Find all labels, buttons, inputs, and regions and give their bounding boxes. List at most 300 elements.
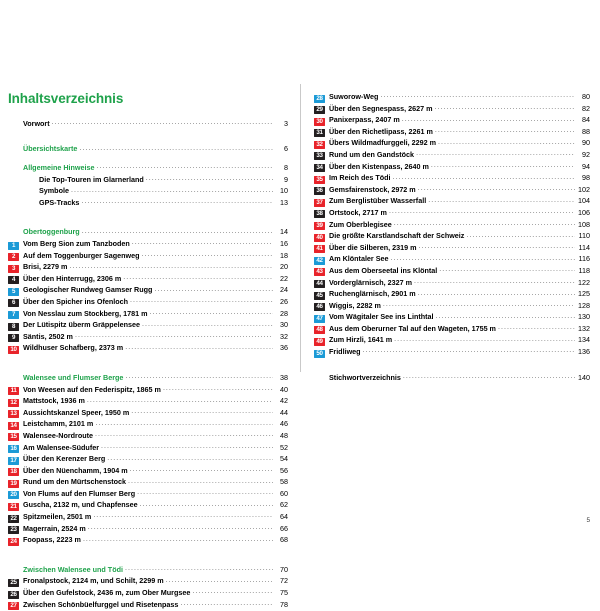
toc-entry-page: 84 xyxy=(582,115,590,125)
dot-leader xyxy=(131,407,273,418)
tour-number-badge: 47 xyxy=(314,315,325,323)
tour-number-badge: 50 xyxy=(314,350,325,358)
toc-entry-label: GPS-Tracks xyxy=(39,197,80,207)
tour-number-badge: 49 xyxy=(314,338,325,346)
toc-tour-entry[interactable] xyxy=(314,312,590,324)
toc-entry-page: 42 xyxy=(280,396,288,406)
toc-entry-label: Von Flums auf den Flumser Berg xyxy=(23,488,136,498)
tour-number-badge: 42 xyxy=(314,257,325,265)
toc-entry-page: 40 xyxy=(280,384,288,394)
toc-entry-label: Spitzmeilen, 2501 m xyxy=(23,512,92,522)
toc-entry-label: Vorwort xyxy=(23,118,50,128)
tour-number-badge: 29 xyxy=(314,106,325,114)
toc-tour-entry[interactable] xyxy=(8,332,288,344)
toc-entry-page: 106 xyxy=(578,207,590,217)
toc-entry-page: 118 xyxy=(578,265,590,275)
toc-entry-page: 62 xyxy=(280,500,288,510)
toc-entry-label: Fronalpstock, 2124 m, und Schilt, 2299 m xyxy=(23,576,164,586)
dot-leader xyxy=(125,564,273,575)
toc-entry-page: 116 xyxy=(578,254,590,264)
toc-tour-entry[interactable] xyxy=(8,239,288,251)
dot-leader xyxy=(79,144,273,155)
tour-number-badge: 10 xyxy=(8,346,19,354)
toc-tour-entry[interactable] xyxy=(8,385,288,397)
toc-entry-label: Am Walensee-Südufer xyxy=(23,442,100,452)
toc-entry-page: 130 xyxy=(578,312,590,322)
toc-entry-page: 8 xyxy=(284,163,288,173)
toc-entry-page: 54 xyxy=(280,454,288,464)
tour-number-badge: 38 xyxy=(314,210,325,218)
dot-leader xyxy=(140,500,273,511)
toc-entry-page: 70 xyxy=(280,564,288,574)
toc-entry-label: Säntis, 2502 m xyxy=(23,331,73,341)
toc-entry-page: 46 xyxy=(280,419,288,429)
right-column-body xyxy=(314,92,590,384)
tour-number-badge: 32 xyxy=(314,141,325,149)
tour-number-badge: 21 xyxy=(8,503,19,511)
toc-entry-page: 80 xyxy=(582,92,590,101)
tour-number-badge: 46 xyxy=(314,303,325,311)
toc-entry-page: 66 xyxy=(280,523,288,533)
dot-leader xyxy=(434,103,575,114)
dot-leader xyxy=(97,162,274,173)
dot-leader xyxy=(141,250,273,261)
toc-entry-label: Über den Nüenchamm, 1904 m xyxy=(23,465,128,475)
tour-number-badge: 20 xyxy=(8,491,19,499)
tour-number-badge: 15 xyxy=(8,433,19,441)
toc-tour-entry[interactable] xyxy=(8,489,288,501)
toc-entry-label: Walensee und Flumser Berge xyxy=(23,372,124,382)
tour-number-badge: 31 xyxy=(314,129,325,137)
tour-number-badge: 6 xyxy=(8,299,19,307)
toc-entry-label: Walensee-Nordroute xyxy=(23,430,94,440)
toc-entry-page: 136 xyxy=(578,347,590,357)
spacer xyxy=(8,130,288,144)
toc-entry-page: 10 xyxy=(280,186,288,196)
tour-number-badge: 23 xyxy=(8,526,19,534)
toc-tour-entry[interactable] xyxy=(314,162,590,174)
dot-leader xyxy=(393,173,575,184)
tour-number-badge: 13 xyxy=(8,410,19,418)
tour-number-badge: 41 xyxy=(314,245,325,253)
toc-tour-entry[interactable] xyxy=(314,104,590,116)
toc-entry-page: 28 xyxy=(280,308,288,318)
toc-entry-page: 140 xyxy=(578,372,590,382)
dot-leader xyxy=(101,442,273,453)
dot-leader xyxy=(383,300,575,311)
toc-tour-entry[interactable] xyxy=(8,309,288,321)
toc-tour-entry[interactable] xyxy=(8,535,288,547)
dot-leader xyxy=(81,197,273,208)
toc-entry-page: 20 xyxy=(280,262,288,272)
toc-entry-label: Die Top-Touren im Glarnerland xyxy=(39,174,144,184)
toc-entry-page: 38 xyxy=(280,372,288,382)
dot-leader xyxy=(128,477,273,488)
toc-entry-label: Rund um den Mürtschenstock xyxy=(23,477,127,487)
toc-tour-entry[interactable] xyxy=(314,150,590,162)
toc-entry-page: 94 xyxy=(582,161,590,171)
spacer xyxy=(8,547,288,565)
dot-leader xyxy=(389,207,575,218)
toc-tour-entry[interactable] xyxy=(314,243,590,255)
toc-entry-label: Foopass, 2223 m xyxy=(23,535,81,545)
toc-entry-label: Zum Oberblegisee xyxy=(329,219,392,229)
toc-entry-sub[interactable] xyxy=(8,175,288,187)
toc-entry-page: 44 xyxy=(280,407,288,417)
toc-entry-label: Von Weesen auf den Federispitz, 1865 m xyxy=(23,384,161,394)
tour-number-badge: 43 xyxy=(314,268,325,276)
toc-entry-label: Über den Gufelstock, 2436 m, zum Ober Murgsee xyxy=(23,588,191,598)
dot-leader xyxy=(88,523,273,534)
toc-tour-entry[interactable] xyxy=(314,208,590,220)
toc-tour-entry[interactable] xyxy=(8,576,288,588)
toc-entry-page: 92 xyxy=(582,149,590,159)
toc-tour-entry[interactable] xyxy=(8,500,288,512)
toc-entry-index[interactable] xyxy=(314,373,590,385)
toc-tour-entry[interactable] xyxy=(8,251,288,263)
toc-entry-page: 90 xyxy=(582,138,590,148)
toc-entry-page: 122 xyxy=(578,277,590,287)
folio-left: 4 xyxy=(8,517,12,524)
toc-entry-page: 98 xyxy=(582,173,590,183)
toc-tour-entry[interactable] xyxy=(314,185,590,197)
toc-tour-entry[interactable] xyxy=(8,408,288,420)
toc-entry-label: Von Nesslau zum Stockberg, 1781 m xyxy=(23,308,148,318)
toc-tour-entry[interactable] xyxy=(314,335,590,347)
toc-entry-page: 24 xyxy=(280,285,288,295)
toc-entry-label: Fridliweg xyxy=(329,347,361,357)
toc-entry-label: Gemsfairenstock, 2972 m xyxy=(329,184,416,194)
toc-tour-entry[interactable] xyxy=(314,324,590,336)
toc-entry-label: Ortstock, 2717 m xyxy=(329,207,387,217)
dot-leader xyxy=(380,91,575,102)
toc-tour-entry[interactable] xyxy=(314,278,590,290)
toc-entry-label: Aus dem Oberurner Tal auf den Wageten, 1755 m xyxy=(329,323,496,333)
toc-tour-entry[interactable] xyxy=(314,289,590,301)
toc-entry-label: Rund um den Gandstöck xyxy=(329,149,415,159)
dot-leader xyxy=(391,254,575,265)
tour-number-badge: 19 xyxy=(8,480,19,488)
dot-leader xyxy=(466,231,575,242)
toc-entry-page: 9 xyxy=(284,174,288,184)
toc-entry-page: 3 xyxy=(284,118,288,128)
toc-entry-page: 78 xyxy=(280,599,288,609)
toc-entry-label: Wiggis, 2282 m xyxy=(329,300,381,310)
toc-entry-label: Über den Hinterrugg, 2306 m xyxy=(23,273,122,283)
spacer xyxy=(8,355,288,373)
spacer xyxy=(8,209,288,227)
toc-tour-entry[interactable] xyxy=(314,196,590,208)
toc-entry-page: 14 xyxy=(280,227,288,237)
toc-entry-label: Zwischen Walensee und Tödi xyxy=(23,564,123,574)
toc-entry-label: Über den Kerenzer Berg xyxy=(23,454,106,464)
toc-entry-label: Suworow-Weg xyxy=(329,92,379,101)
tour-number-badge: 28 xyxy=(314,95,325,103)
toc-entry-label: Magerrain, 2524 m xyxy=(23,523,86,533)
toc-entry-label: Über den Kistenpass, 2640 m xyxy=(329,161,429,171)
toc-entry-label: Auf dem Toggenburger Sagenweg xyxy=(23,250,140,260)
toc-tour-entry[interactable] xyxy=(8,297,288,309)
toc-entry-label: Zum Hirzli, 1641 m xyxy=(329,335,393,345)
toc-section-heading[interactable] xyxy=(8,227,288,239)
toc-entry-page: 88 xyxy=(582,126,590,136)
dot-leader xyxy=(75,331,273,342)
toc-tour-entry[interactable] xyxy=(8,588,288,600)
toc-tour-entry[interactable] xyxy=(314,220,590,232)
toc-tour-entry[interactable] xyxy=(8,524,288,536)
dot-leader xyxy=(394,335,575,346)
dot-leader xyxy=(403,372,575,383)
dot-leader xyxy=(438,138,575,149)
right-column xyxy=(300,0,600,520)
toc-entry-page: 48 xyxy=(280,430,288,440)
toc-tour-entry[interactable] xyxy=(314,115,590,127)
toc-entry-page: 102 xyxy=(578,184,590,194)
toc-entry-label: Obertoggenburg xyxy=(23,227,80,237)
dot-leader xyxy=(154,285,273,296)
toc-entry-page: 125 xyxy=(578,289,590,299)
toc-entry-frontmatter[interactable] xyxy=(8,119,288,131)
tour-number-badge: 22 xyxy=(8,515,19,523)
dot-leader xyxy=(107,454,273,465)
toc-entry-label: Vorderglärnisch, 2327 m xyxy=(329,277,412,287)
toc-entry-label: Allgemeine Hinweise xyxy=(23,163,95,173)
dot-leader xyxy=(142,320,273,331)
toc-entry-label: Leistchamm, 2101 m xyxy=(23,419,94,429)
tour-number-badge: 26 xyxy=(8,591,19,599)
toc-tour-entry[interactable] xyxy=(314,138,590,150)
toc-entry-page: 32 xyxy=(280,331,288,341)
toc-entry-label: Am Klöntaler See xyxy=(329,254,389,264)
tour-number-badge: 12 xyxy=(8,399,19,407)
toc-entry-label: Guscha, 2132 m, und Chapfensee xyxy=(23,500,138,510)
toc-entry-label: Im Reich des Tödi xyxy=(329,173,391,183)
tour-number-badge: 34 xyxy=(314,164,325,172)
tour-number-badge: 45 xyxy=(314,292,325,300)
dot-leader xyxy=(82,227,273,238)
toc-entry-page: 134 xyxy=(578,335,590,345)
toc-entry-page: 52 xyxy=(280,442,288,452)
tour-number-badge: 16 xyxy=(8,445,19,453)
dot-leader xyxy=(130,296,273,307)
dot-leader xyxy=(71,186,273,197)
dot-leader xyxy=(130,465,273,476)
dot-leader xyxy=(192,587,273,598)
tour-number-badge: 48 xyxy=(314,326,325,334)
dot-leader xyxy=(52,118,273,129)
dot-leader xyxy=(87,396,273,407)
toc-tour-entry[interactable] xyxy=(314,254,590,266)
toc-entry-label: Zum Berglistüber Wasserfall xyxy=(329,196,427,206)
toc-tour-entry[interactable] xyxy=(8,600,288,611)
toc-entry-label: Über den Spicher ins Ofenloch xyxy=(23,296,129,306)
toc-section-heading[interactable] xyxy=(8,144,288,156)
toc-tour-entry[interactable] xyxy=(8,396,288,408)
toc-tour-entry[interactable] xyxy=(8,454,288,466)
toc-entry-page: 18 xyxy=(280,250,288,260)
toc-entry-page: 104 xyxy=(578,196,590,206)
toc-entry-page: 16 xyxy=(280,239,288,248)
dot-leader xyxy=(69,262,273,273)
toc-tour-entry[interactable] xyxy=(8,419,288,431)
toc-entry-label: Aus dem Oberseetal ins Klöntal xyxy=(329,265,438,275)
toc-entry-page: 72 xyxy=(280,576,288,586)
dot-leader xyxy=(431,161,575,172)
dot-leader xyxy=(95,419,273,430)
toc-entry-page: 114 xyxy=(578,242,590,252)
toc-tour-entry[interactable] xyxy=(314,347,590,359)
toc-entry-label: Stichwortverzeichnis xyxy=(329,372,401,382)
toc-entry-label: Übers Wildmadfurggeli, 2292 m xyxy=(329,138,436,148)
toc-entry-label: Zwischen Schönbüelfurggel und Risetenpass xyxy=(23,599,179,609)
dot-leader xyxy=(363,346,575,357)
toc-tour-entry[interactable] xyxy=(314,173,590,185)
toc-tour-entry[interactable] xyxy=(314,92,590,104)
toc-entry-label: Die größte Karstlandschaft der Schweiz xyxy=(329,231,465,241)
toc-entry-page: 60 xyxy=(280,488,288,498)
toc-entry-label: Aussichtskanzel Speer, 1950 m xyxy=(23,407,130,417)
dot-leader xyxy=(95,430,273,441)
toc-entry-label: Vom Wägitaler See ins Linthtal xyxy=(329,312,434,322)
toc-tour-entry[interactable] xyxy=(8,466,288,478)
tour-number-badge: 1 xyxy=(8,242,19,250)
dot-leader xyxy=(137,488,273,499)
toc-entry-label: Symbole xyxy=(39,186,69,196)
tour-number-badge: 44 xyxy=(314,280,325,288)
left-column-body xyxy=(8,119,288,611)
toc-entry-page: 13 xyxy=(280,197,288,207)
tour-number-badge: 33 xyxy=(314,152,325,160)
dot-leader xyxy=(166,576,273,587)
dot-leader xyxy=(416,149,575,160)
toc-entry-page: 22 xyxy=(280,273,288,283)
toc-tour-entry[interactable] xyxy=(8,512,288,524)
spacer xyxy=(314,359,590,373)
tour-number-badge: 8 xyxy=(8,323,19,331)
toc-entry-page: 132 xyxy=(578,323,590,333)
tour-number-badge: 18 xyxy=(8,468,19,476)
toc-entry-page: 82 xyxy=(582,103,590,113)
toc-entry-page: 68 xyxy=(280,535,288,545)
dot-leader xyxy=(402,115,575,126)
tour-number-badge: 5 xyxy=(8,288,19,296)
toc-entry-page: 36 xyxy=(280,343,288,353)
dot-leader xyxy=(83,535,273,546)
tour-number-badge: 17 xyxy=(8,457,19,465)
toc-entry-label: Der Lütispitz überm Gräppelensee xyxy=(23,320,141,330)
toc-entry-page: 64 xyxy=(280,512,288,522)
toc-entry-label: Wildhuser Schafberg, 2373 m xyxy=(23,343,124,353)
tour-number-badge: 36 xyxy=(314,187,325,195)
tour-number-badge: 9 xyxy=(8,334,19,342)
dot-leader xyxy=(418,184,575,195)
tour-number-badge: 2 xyxy=(8,253,19,261)
toc-tour-entry[interactable] xyxy=(8,320,288,332)
dot-leader xyxy=(123,273,273,284)
tour-number-badge: 35 xyxy=(314,176,325,184)
tour-number-badge: 25 xyxy=(8,579,19,587)
tour-number-badge: 40 xyxy=(314,234,325,242)
toc-entry-sub[interactable] xyxy=(8,198,288,210)
dot-leader xyxy=(146,174,273,185)
page-title: Inhaltsverzeichnis xyxy=(8,91,124,106)
tour-number-badge: 37 xyxy=(314,199,325,207)
folio-right: 5 xyxy=(586,517,590,524)
tour-number-badge: 24 xyxy=(8,538,19,546)
tour-number-badge: 3 xyxy=(8,265,19,273)
dot-leader xyxy=(150,308,274,319)
toc-tour-entry[interactable] xyxy=(8,343,288,355)
dot-leader xyxy=(180,599,273,610)
tour-number-badge: 7 xyxy=(8,311,19,319)
dot-leader xyxy=(436,312,575,323)
toc-entry-page: 26 xyxy=(280,296,288,306)
toc-entry-label: Geologischer Rundweg Gamser Rugg xyxy=(23,285,153,295)
toc-entry-page: 128 xyxy=(578,300,590,310)
dot-leader xyxy=(419,242,576,253)
toc-entry-sub[interactable] xyxy=(8,186,288,198)
toc-entry-label: Übersichtskarte xyxy=(23,144,78,154)
toc-entry-label: Vom Berg Sion zum Tanzboden xyxy=(23,239,130,248)
toc-tour-entry[interactable] xyxy=(314,127,590,139)
toc-section-heading[interactable] xyxy=(8,163,288,175)
tour-number-badge: 11 xyxy=(8,387,19,395)
dot-leader xyxy=(163,384,273,395)
toc-tour-entry[interactable] xyxy=(8,431,288,443)
toc-entry-page: 108 xyxy=(578,219,590,229)
toc-entry-label: Über den Richetlipass, 2261 m xyxy=(329,126,433,136)
dot-leader xyxy=(125,372,273,383)
dot-leader xyxy=(418,289,575,300)
toc-entry-label: Panixerpass, 2407 m xyxy=(329,115,400,125)
dot-leader xyxy=(125,343,273,354)
dot-leader xyxy=(435,126,575,137)
tour-number-badge: 30 xyxy=(314,118,325,126)
toc-tour-entry[interactable] xyxy=(314,231,590,243)
toc-entry-page: 58 xyxy=(280,477,288,487)
toc-tour-entry[interactable] xyxy=(8,443,288,455)
toc-entry-label: Mattstock, 1936 m xyxy=(23,396,85,406)
left-column xyxy=(0,0,300,610)
toc-entry-label: Brisi, 2279 m xyxy=(23,262,68,272)
toc-tour-entry[interactable] xyxy=(314,266,590,278)
toc-entry-label: Über die Silberen, 2319 m xyxy=(329,242,417,252)
toc-entry-label: Über den Segnespass, 2627 m xyxy=(329,103,433,113)
toc-tour-entry[interactable] xyxy=(8,262,288,274)
dot-leader xyxy=(414,277,575,288)
tour-number-badge: 14 xyxy=(8,422,19,430)
tour-number-badge: 39 xyxy=(314,222,325,230)
toc-entry-page: 56 xyxy=(280,465,288,475)
toc-entry-page: 75 xyxy=(280,588,288,598)
dot-leader xyxy=(132,238,273,249)
toc-entry-page: 6 xyxy=(284,144,288,154)
toc-section-heading[interactable] xyxy=(8,565,288,577)
toc-tour-entry[interactable] xyxy=(8,274,288,286)
dot-leader xyxy=(498,323,575,334)
toc-tour-entry[interactable] xyxy=(8,477,288,489)
tour-number-badge: 27 xyxy=(8,602,19,610)
dot-leader xyxy=(394,219,575,230)
toc-tour-entry[interactable] xyxy=(8,285,288,297)
toc-entry-page: 110 xyxy=(578,231,590,241)
dot-leader xyxy=(439,265,575,276)
dot-leader xyxy=(428,196,575,207)
toc-tour-entry[interactable] xyxy=(314,301,590,313)
dot-leader xyxy=(93,511,273,522)
toc-section-heading[interactable] xyxy=(8,373,288,385)
toc-entry-label: Ruchenglärnisch, 2901 m xyxy=(329,289,416,299)
